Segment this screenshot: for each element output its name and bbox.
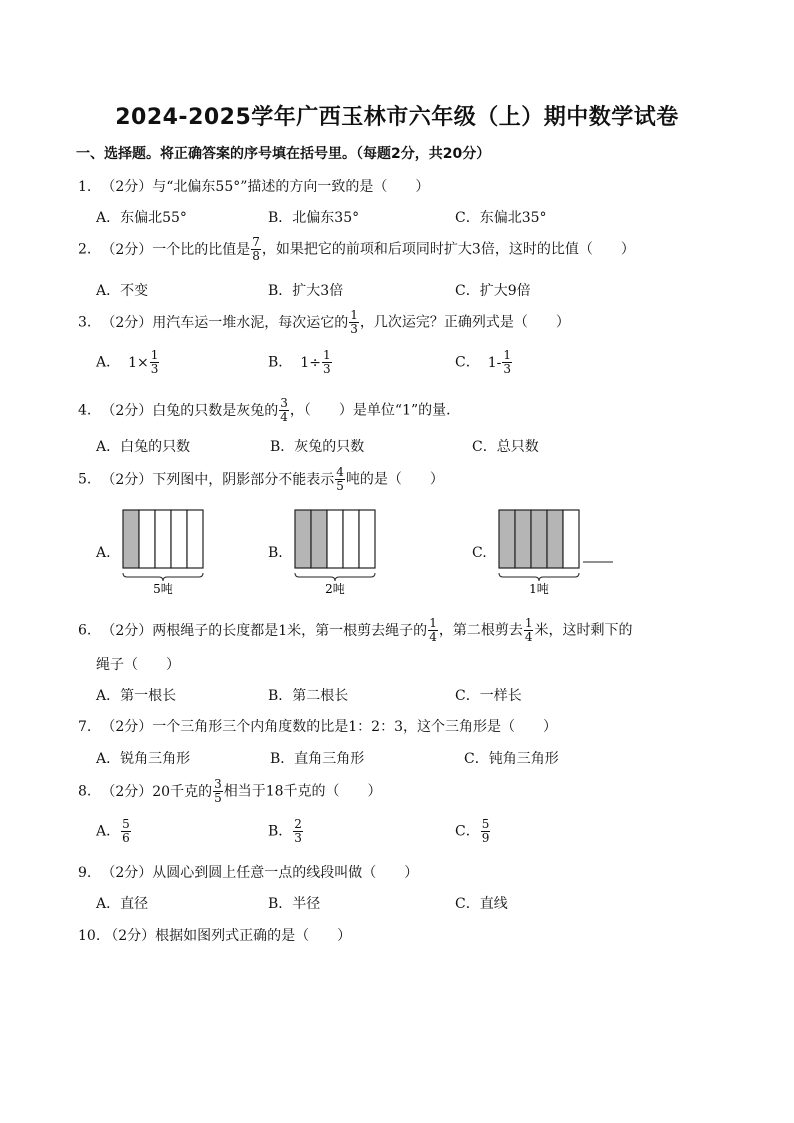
blank-cell (155, 510, 171, 568)
question-text: （2分）白兔的只数是灰兔的 (101, 402, 279, 419)
question-text: （2分）20千克的 (101, 783, 213, 800)
option-b[interactable]: B．扩大3倍 (268, 283, 344, 299)
shaded-cell (499, 510, 515, 568)
fraction: $\frac{5}{6}$ (122, 817, 130, 845)
page-title: 2024-2025学年广西玉林市六年级（上）期中数学试卷 (115, 105, 679, 130)
shaded-cell (531, 510, 547, 568)
option-a[interactable]: A．直径 (96, 896, 149, 912)
section-heading: 一、选择题。将正确答案的序号填在括号里。（每题2分，共20分） (76, 146, 491, 162)
question-2 (78, 236, 635, 263)
question-text: （2分）两根绳子的长度都是1米，第一根剪去绳子的 (101, 622, 428, 639)
question-number: 8. (78, 783, 92, 800)
option-c[interactable]: C．钝角三角形 (464, 751, 559, 767)
question-text: （2分）从圆心到圆上任意一点的线段叫做（ ） (101, 865, 419, 881)
option-b[interactable]: B．北偏东35° (268, 210, 360, 226)
question-text-cont: 吨的是（ ） (345, 471, 444, 488)
question-text: （2分）用汽车运一堆水泥，每次运它的 (101, 314, 349, 331)
fraction: $\frac{1}{4}$ (429, 616, 437, 644)
option-c[interactable]: C．直线 (455, 896, 508, 912)
shaded-cell (515, 510, 531, 568)
option-c[interactable]: C．东偏北35° (455, 210, 547, 226)
fraction: $\frac{2}{3}$ (294, 817, 302, 845)
question-text: （2分）一个比的比值是 (101, 241, 251, 258)
question-3 (78, 309, 570, 336)
option-a[interactable]: A．东偏北55° (96, 210, 187, 226)
blank-cell (563, 510, 579, 568)
blank-cell (139, 510, 155, 568)
question-5 (78, 466, 444, 493)
fraction: $\frac{1}{3}$ (150, 348, 159, 376)
brace-label: 1吨 (529, 582, 549, 596)
question-text: （2分）根据如图列式正确的是（ ） (104, 928, 352, 944)
question-text: （2分）一个三角形三个内角度数的比是1：2：3，这个三角形是（ ） (101, 719, 557, 735)
question-text: （2分）与“北偏东55°”描述的方向一致的是（ ） (101, 179, 430, 195)
blank-cell (171, 510, 187, 568)
option-b[interactable]: B．半径 (268, 896, 321, 912)
question-number: 7. (78, 719, 92, 735)
option-b[interactable]: B．第二根长 (268, 688, 349, 704)
tonnage-bar-diagram (498, 509, 618, 597)
shaded-cell (295, 510, 311, 568)
tonnage-bar-diagram (294, 509, 376, 597)
option-a[interactable]: A．第一根长 (96, 688, 177, 704)
tonnage-bar-diagram (122, 509, 204, 597)
option-a[interactable]: A． $\frac{5}{6}$ (96, 817, 130, 845)
fraction: $\frac{1}{3}$ (503, 348, 511, 376)
brace (295, 573, 375, 581)
option-a[interactable]: A. (96, 545, 111, 561)
fraction: $\frac{4}{5}$ (336, 465, 344, 493)
blank-cell (327, 510, 343, 568)
question-text-cont: ，第二根剪去 (438, 622, 523, 639)
fraction: $\frac{3}{4}$ (280, 396, 288, 424)
option-b[interactable]: B． $\frac{2}{3}$ (268, 817, 302, 845)
option-c[interactable]: C．总只数 (472, 439, 539, 455)
option-b[interactable]: B. (268, 545, 283, 561)
question-number: 5. (78, 471, 92, 488)
fraction: $\frac{1}{3}$ (322, 348, 331, 376)
blank-cell (359, 510, 375, 568)
option-c[interactable]: C． 1- $\frac{1}{3}$ (455, 348, 511, 376)
question-6-line2: 绳子（ ） (96, 657, 180, 673)
question-text-cont: ，（ ）是单位“1”的量． (289, 402, 461, 419)
fraction: $\frac{1}{3}$ (350, 308, 358, 336)
figure-b (294, 509, 376, 597)
option-c[interactable]: C．扩大9倍 (455, 283, 531, 299)
option-a[interactable]: A．锐角三角形 (96, 751, 191, 767)
fraction: $\frac{1}{4}$ (524, 616, 533, 644)
question-number: 6. (78, 622, 92, 639)
question-number: 10. (78, 928, 101, 944)
blank-cell (187, 510, 203, 568)
option-c[interactable]: C．一样长 (455, 688, 522, 704)
shaded-cell (547, 510, 563, 568)
figure-a (122, 509, 204, 597)
question-6 (78, 617, 632, 644)
question-1 (78, 176, 429, 196)
option-b[interactable]: B．直角三角形 (270, 751, 365, 767)
option-a[interactable]: A．不变 (96, 283, 149, 299)
question-10 (78, 925, 351, 945)
fraction: $\frac{3}{5}$ (214, 777, 222, 805)
blank-cell (343, 510, 359, 568)
shaded-cell (311, 510, 327, 568)
brace (123, 573, 203, 581)
figure-c (498, 509, 618, 597)
fraction: $\frac{5}{9}$ (481, 817, 490, 845)
question-text-cont: 米，这时剩下的 (534, 622, 633, 639)
question-number: 1. (78, 179, 92, 195)
question-number: 4. (78, 402, 92, 419)
brace (499, 573, 579, 581)
question-9 (78, 862, 418, 882)
option-c[interactable]: C． $\frac{5}{9}$ (455, 817, 490, 845)
option-b[interactable]: B．灰兔的只数 (270, 439, 365, 455)
question-7 (78, 716, 557, 736)
question-number: 3. (78, 314, 92, 331)
question-4 (78, 397, 460, 424)
question-text-cont: 相当于18千克的（ ） (223, 783, 382, 800)
option-a[interactable]: A．白兔的只数 (96, 439, 191, 455)
option-b[interactable]: B． 1÷ $\frac{1}{3}$ (268, 348, 331, 376)
question-text-cont: ，几次运完？正确列式是（ ） (359, 314, 570, 331)
question-number: 9. (78, 865, 92, 881)
question-text: （2分）下列图中，阴影部分不能表示 (101, 471, 335, 488)
option-a[interactable]: A． 1× $\frac{1}{3}$ (96, 348, 159, 376)
fraction: $\frac{7}{8}$ (252, 235, 260, 263)
shaded-cell (123, 510, 139, 568)
question-8 (78, 778, 382, 805)
option-c[interactable]: C. (472, 545, 487, 561)
brace-label: 2吨 (325, 582, 345, 596)
brace-label: 5吨 (153, 582, 173, 596)
question-text-cont: ，如果把它的前项和后项同时扩大3倍，这时的比值（ ） (261, 241, 635, 258)
question-number: 2. (78, 241, 92, 258)
